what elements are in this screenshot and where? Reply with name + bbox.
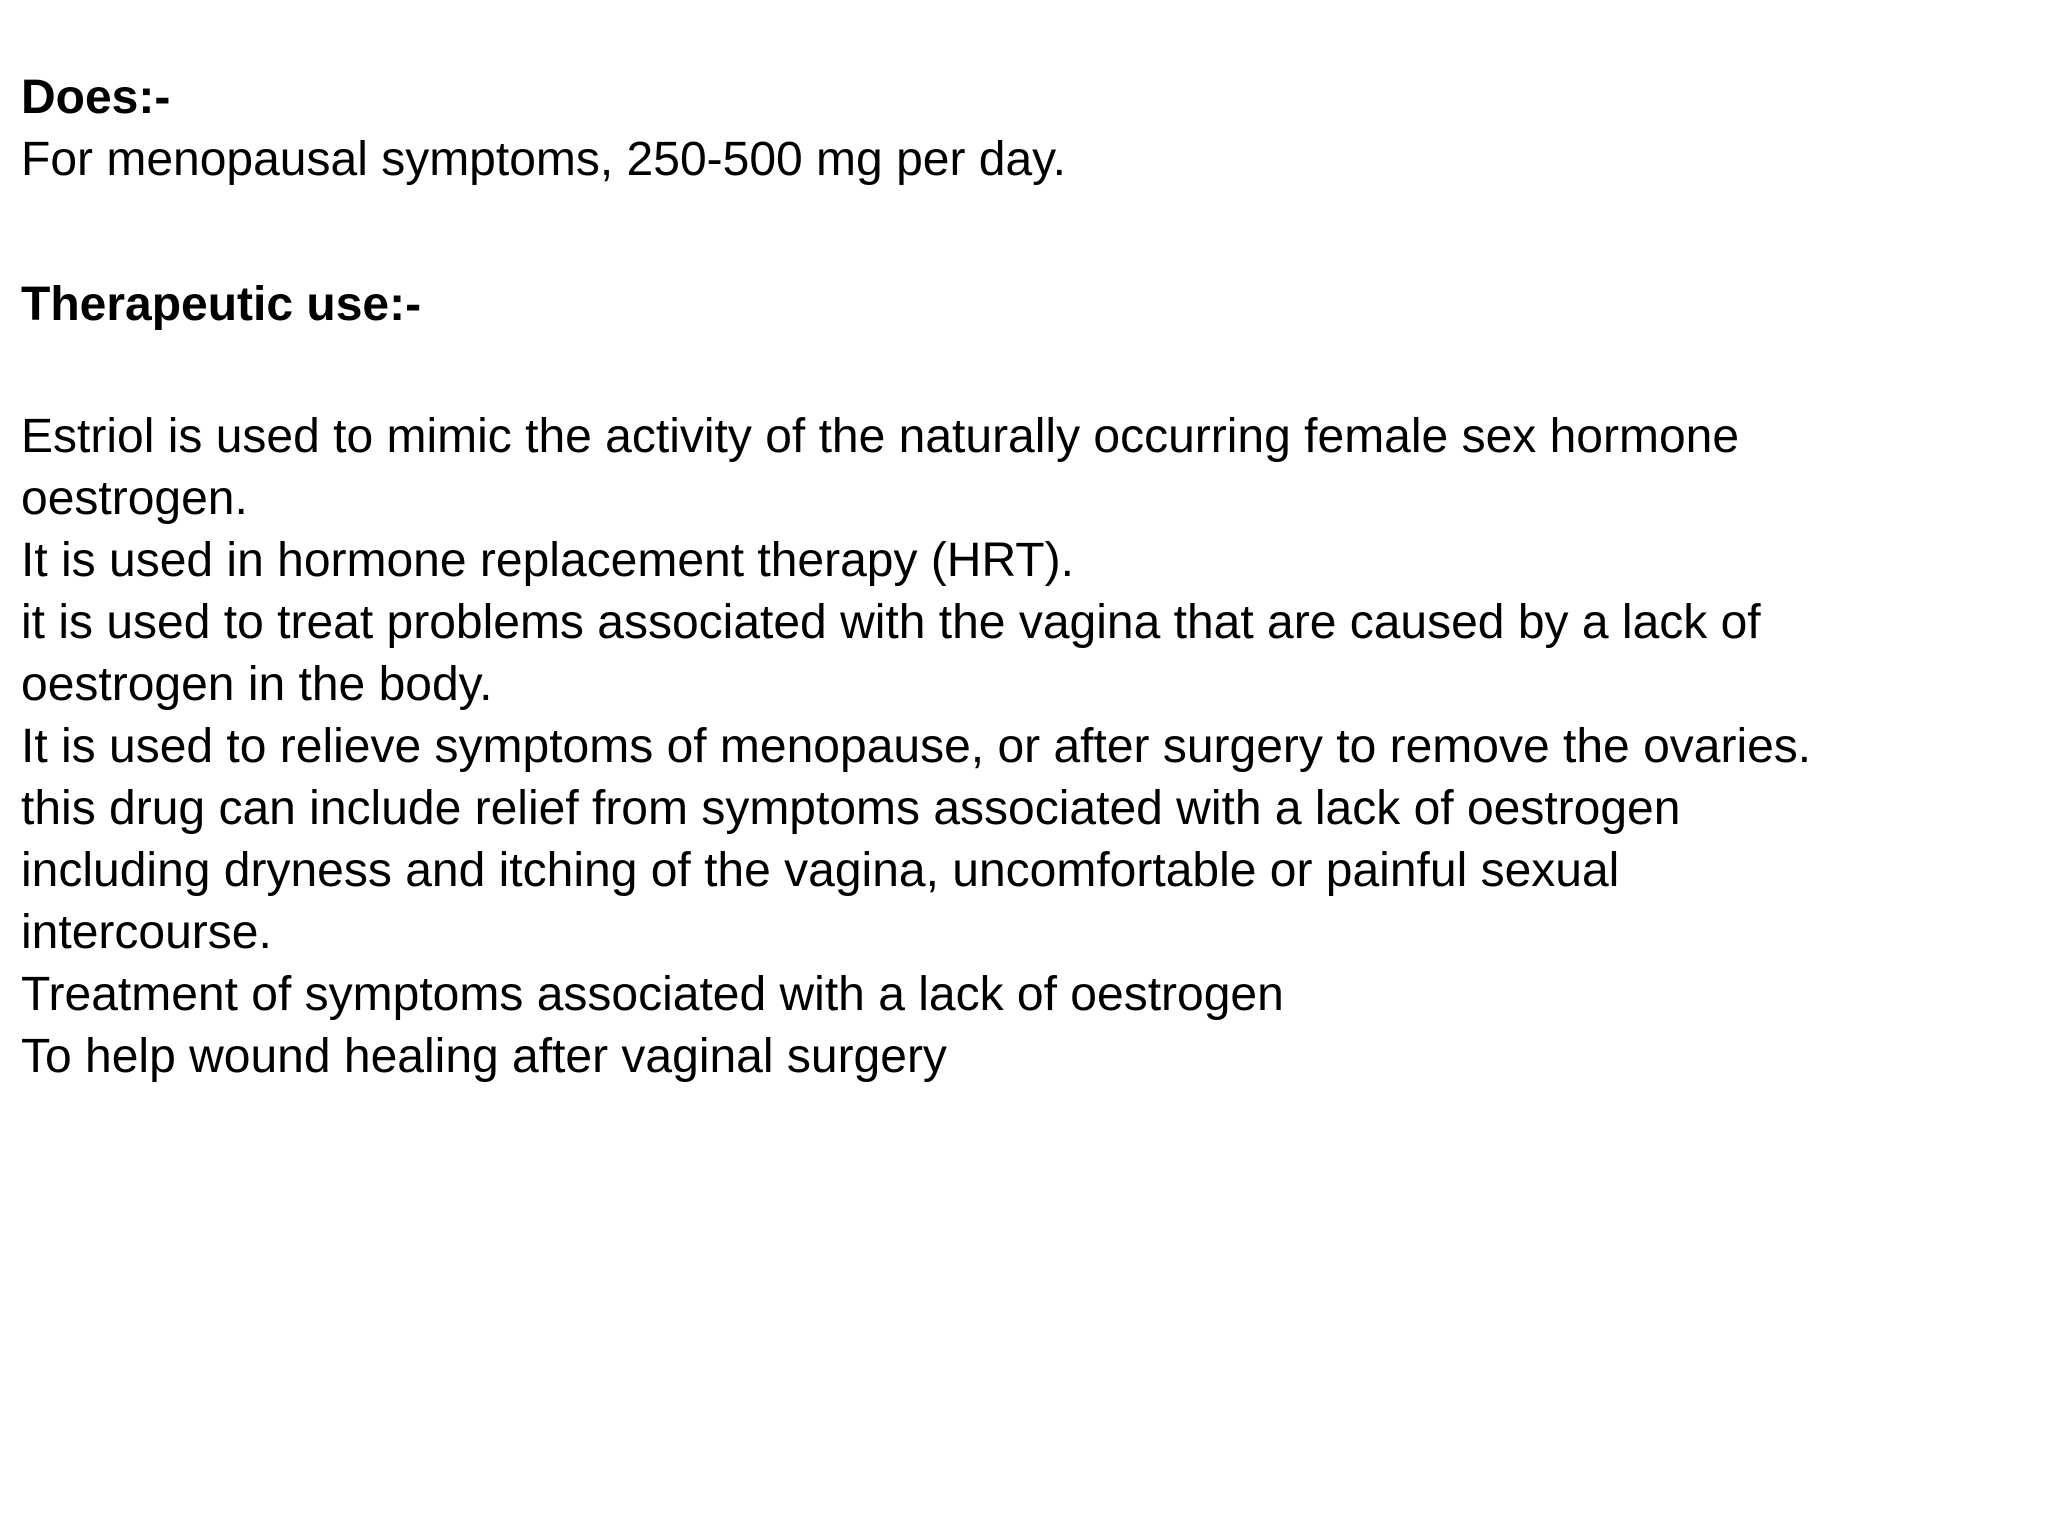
dose-text: For menopausal symptoms, 250-500 mg per day. xyxy=(21,133,1066,186)
therapeutic-use-line: including dryness and itching of the vagina, uncomfortable or painful sexual xyxy=(21,844,1620,897)
therapeutic-use-heading: Therapeutic use:- xyxy=(21,278,422,331)
therapeutic-use-line: oestrogen in the body. xyxy=(21,658,493,711)
therapeutic-use-line: It is used in hormone replacement therapy (HRT). xyxy=(21,534,1074,587)
therapeutic-use-line: To help wound healing after vaginal surgery xyxy=(21,1030,947,1083)
therapeutic-use-line: Estriol is used to mimic the activity of the naturally occurring female sex hormone xyxy=(21,410,1740,463)
therapeutic-use-line: intercourse. xyxy=(21,906,272,959)
therapeutic-use-line: It is used to relieve symptoms of menopause, or after surgery to remove the ovaries. xyxy=(21,720,1812,773)
therapeutic-use-body xyxy=(21,406,2011,1088)
therapeutic-use-line: it is used to treat problems associated with the vagina that are caused by a lack of xyxy=(21,596,1761,649)
dose-heading: Does:- xyxy=(21,71,171,124)
therapeutic-use-line: oestrogen. xyxy=(21,472,248,525)
therapeutic-use-line: Treatment of symptoms associated with a lack of oestrogen xyxy=(21,968,1284,1021)
therapeutic-use-line: this drug can include relief from symptoms associated with a lack of oestrogen xyxy=(21,782,1681,835)
